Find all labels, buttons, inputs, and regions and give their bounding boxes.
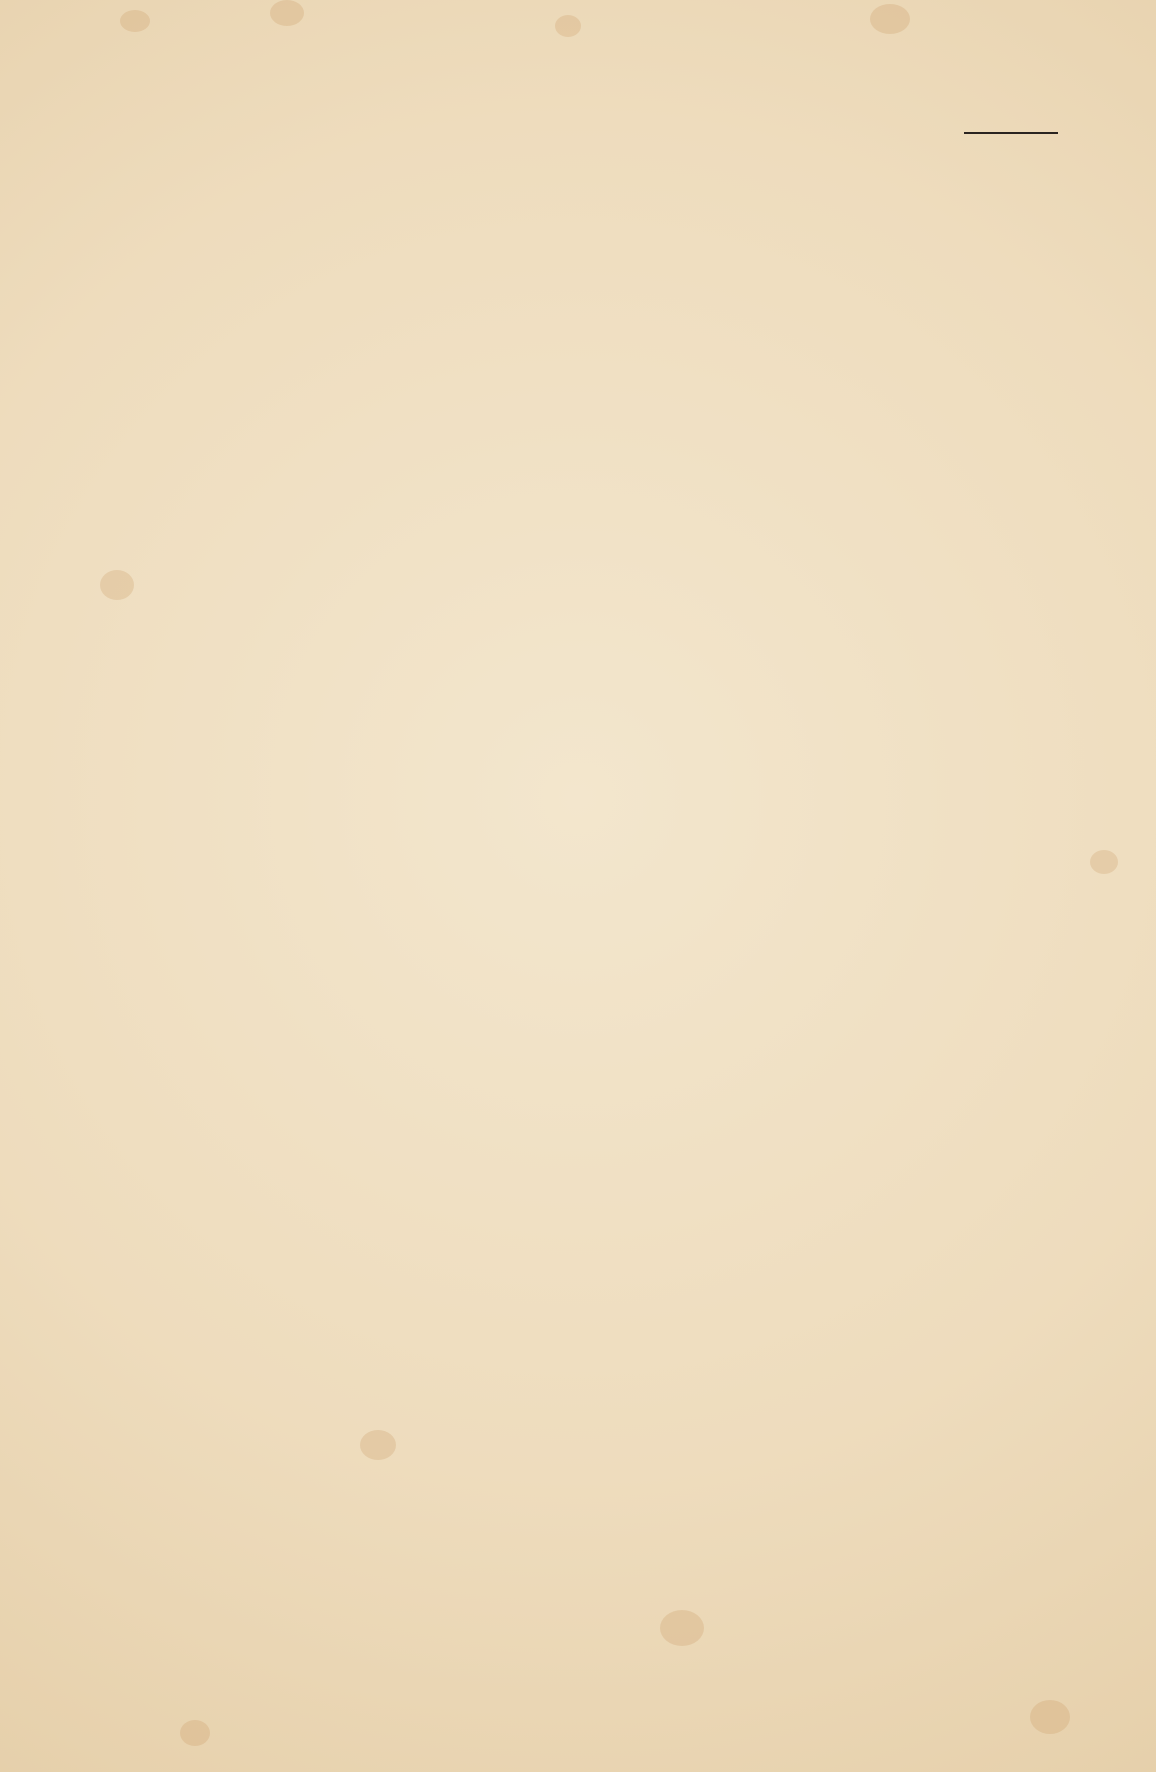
foxing-stain bbox=[270, 0, 304, 26]
foxing-stain bbox=[1090, 850, 1118, 874]
foxing-stain bbox=[660, 1610, 704, 1646]
foxing-stain bbox=[555, 15, 581, 37]
foxing-stain bbox=[180, 1720, 210, 1746]
header-rule bbox=[964, 132, 1058, 134]
foxing-stain bbox=[870, 4, 910, 34]
foxing-stain bbox=[1030, 1700, 1070, 1734]
foxing-stain bbox=[100, 570, 134, 600]
foxing-stain bbox=[360, 1430, 396, 1460]
foxing-stain bbox=[120, 10, 150, 32]
